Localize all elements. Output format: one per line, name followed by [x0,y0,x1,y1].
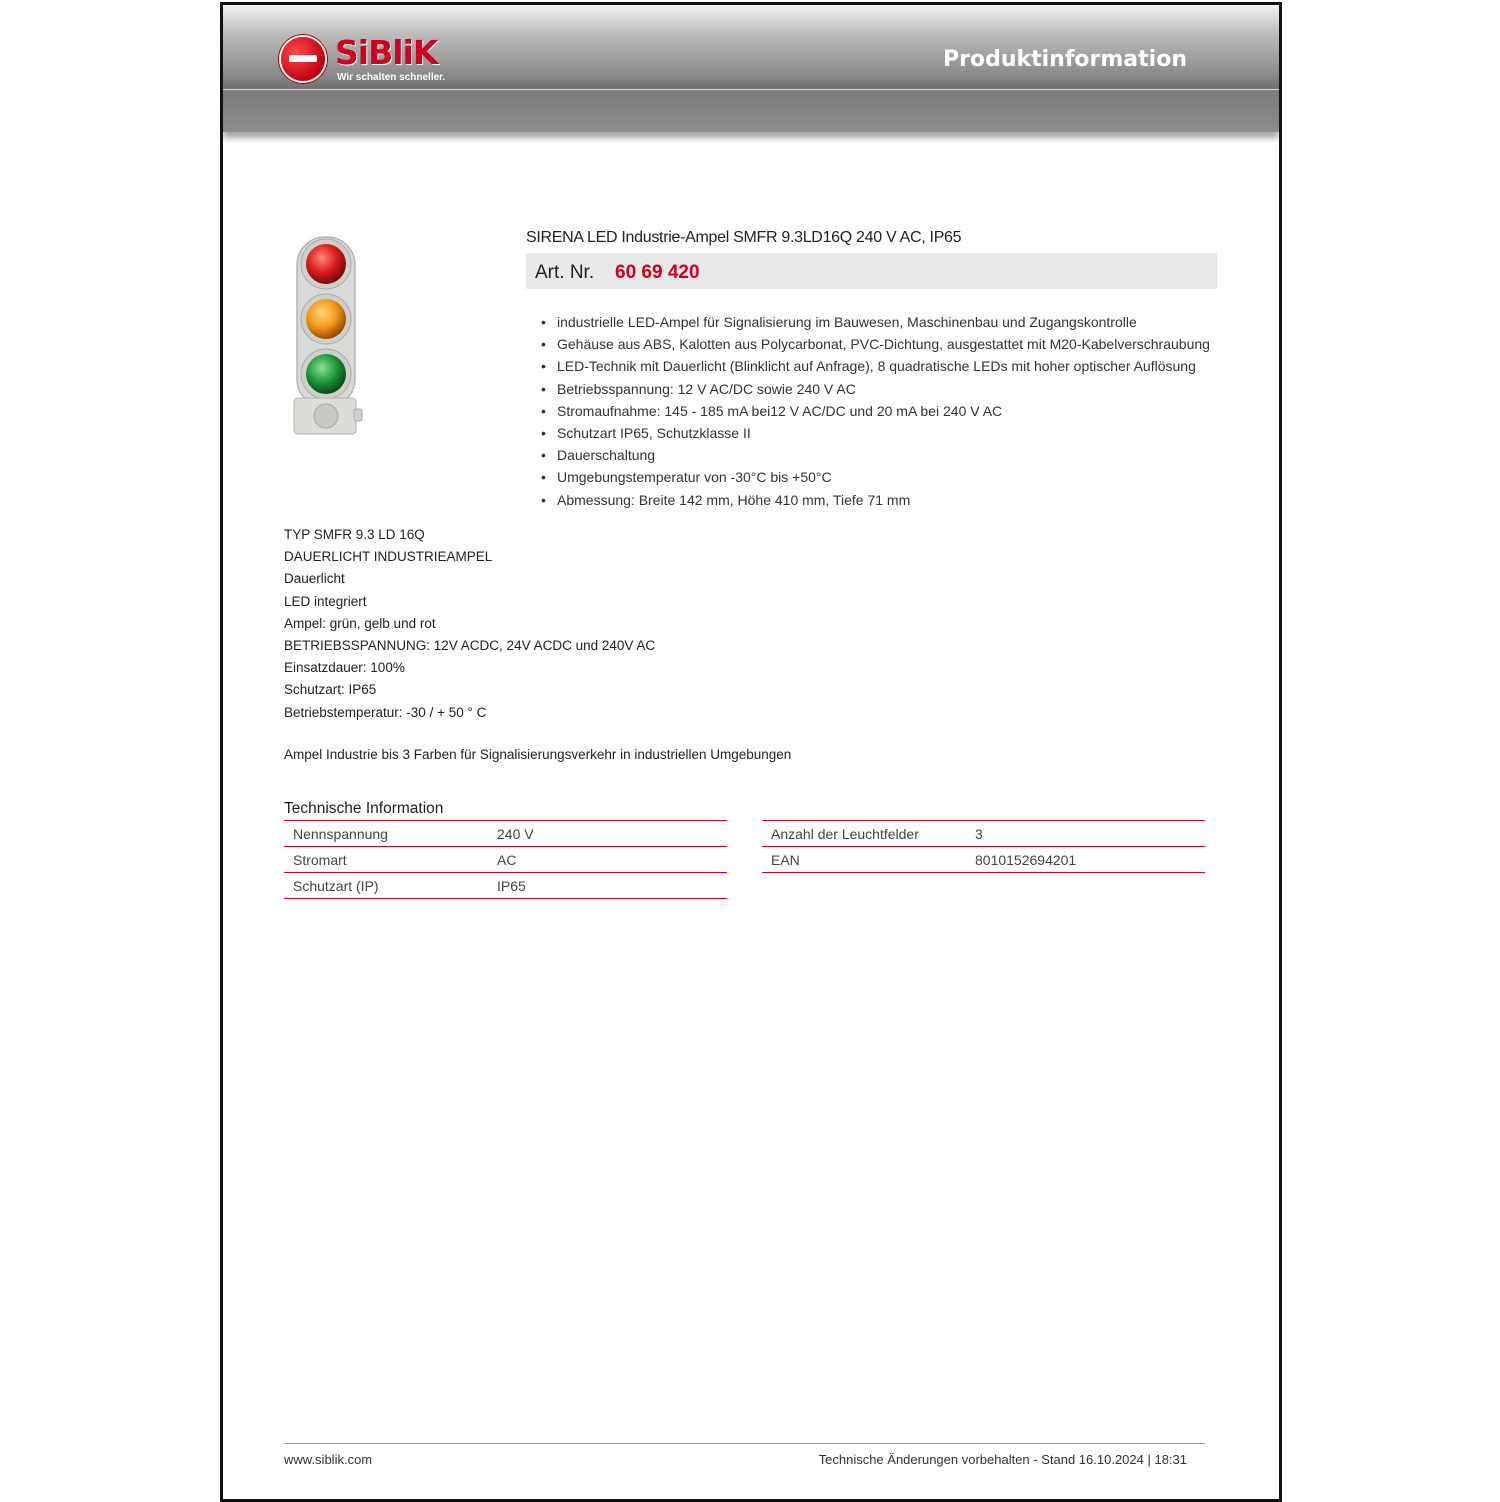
header-banner [223,5,1279,132]
product-title: SIRENA LED Industrie-Ampel SMFR 9.3LD16Q 240 V AC, IP65 [526,229,962,246]
logo-wordmark: SiBliK [335,33,438,72]
tech-value: IP65 [497,873,727,899]
logo-circle-icon [281,37,325,81]
spec-line: TYP SMFR 9.3 LD 16Q [284,527,425,542]
tech-value: 3 [975,821,1205,847]
feature-list [541,311,1221,511]
article-number: 60 69 420 [615,262,700,283]
feature-item: • Umgebungstemperatur von -30°C bis +50°C [541,466,1221,488]
table-row [284,847,727,873]
spec-line: DAUERLICHT INDUSTRIEAMPEL [284,549,493,565]
feature-item: • LED-Technik mit Dauerlicht (Blinklicht auf Anfrage), 8 quadratische LEDs mit hoher optischer Auflösung [541,355,1221,377]
table-row [284,873,727,899]
spec-line: Einsatzdauer: 100% [284,660,405,676]
tech-label: Anzahl der Leuchtfelder [762,821,975,847]
tech-table-left [284,820,727,899]
feature-item: • Schutzart IP65, Schutzklasse II [541,422,1221,444]
spec-line: Betriebstemperatur: -30 / + 50 ° C [284,704,487,720]
spec-line: LED integriert [284,593,367,609]
table-row [762,847,1205,873]
spec-line: Ampel: grün, gelb und rot [284,615,436,631]
tech-label: Nennspannung [284,821,497,847]
spec-line: Schutzart: IP65 [284,682,377,698]
spec-list [284,524,655,724]
table-row [762,821,1205,847]
spec-line: Dauerlicht [284,571,345,587]
tech-value: 240 V [497,821,727,847]
tech-label: Stromart [284,847,497,873]
feature-item: • Dauerschaltung [541,444,1221,466]
footer-divider [284,1443,1205,1444]
tech-info-heading: Technische Information [284,800,444,817]
footer-website: www.siblik.com [284,1452,373,1467]
header-divider [223,89,1279,90]
feature-item: • Abmessung: Breite 142 mm, Höhe 410 mm, Tiefe 71 mm [541,489,1221,511]
tech-value: 8010152694201 [975,847,1205,873]
spec-line: BETRIEBSSPANNUNG: 12V ACDC, 24V ACDC und 240V AC [284,638,656,654]
logo-tagline: Wir schalten schneller. [337,72,446,83]
product-sheet [220,2,1282,1502]
footer-note: Technische Änderungen vorbehalten - Stand 16.10.2024 | 18:31 [818,1452,1187,1467]
tech-value: AC [497,847,727,873]
article-number-label: Art. Nr. [535,262,595,283]
feature-item: • industrielle LED-Ampel für Signalisierung im Bauwesen, Maschinenbau und Zugangskontrolle [541,311,1221,333]
feature-item: • Stromaufnahme: 145 - 185 mA bei12 V AC/DC und 20 mA bei 240 V AC [541,400,1221,422]
feature-item: • Betriebsspannung: 12 V AC/DC sowie 240 V AC [541,378,1221,400]
table-row [284,821,727,847]
traffic-light-image [288,235,368,440]
tech-label: Schutzart (IP) [284,873,497,899]
feature-item: • Gehäuse aus ABS, Kalotten aus Polycarbonat, PVC-Dichtung, ausgestattet mit M20-Kabelverschraubung [541,333,1221,355]
header-title: Produktinformation [943,47,1187,72]
siblik-logo [281,33,481,89]
product-description: Ampel Industrie bis 3 Farben für Signalisierungsverkehr in industriellen Umgebungen [284,747,792,762]
article-number-bar [526,253,1217,289]
tech-label: EAN [762,847,975,873]
tech-table-right [762,820,1205,873]
